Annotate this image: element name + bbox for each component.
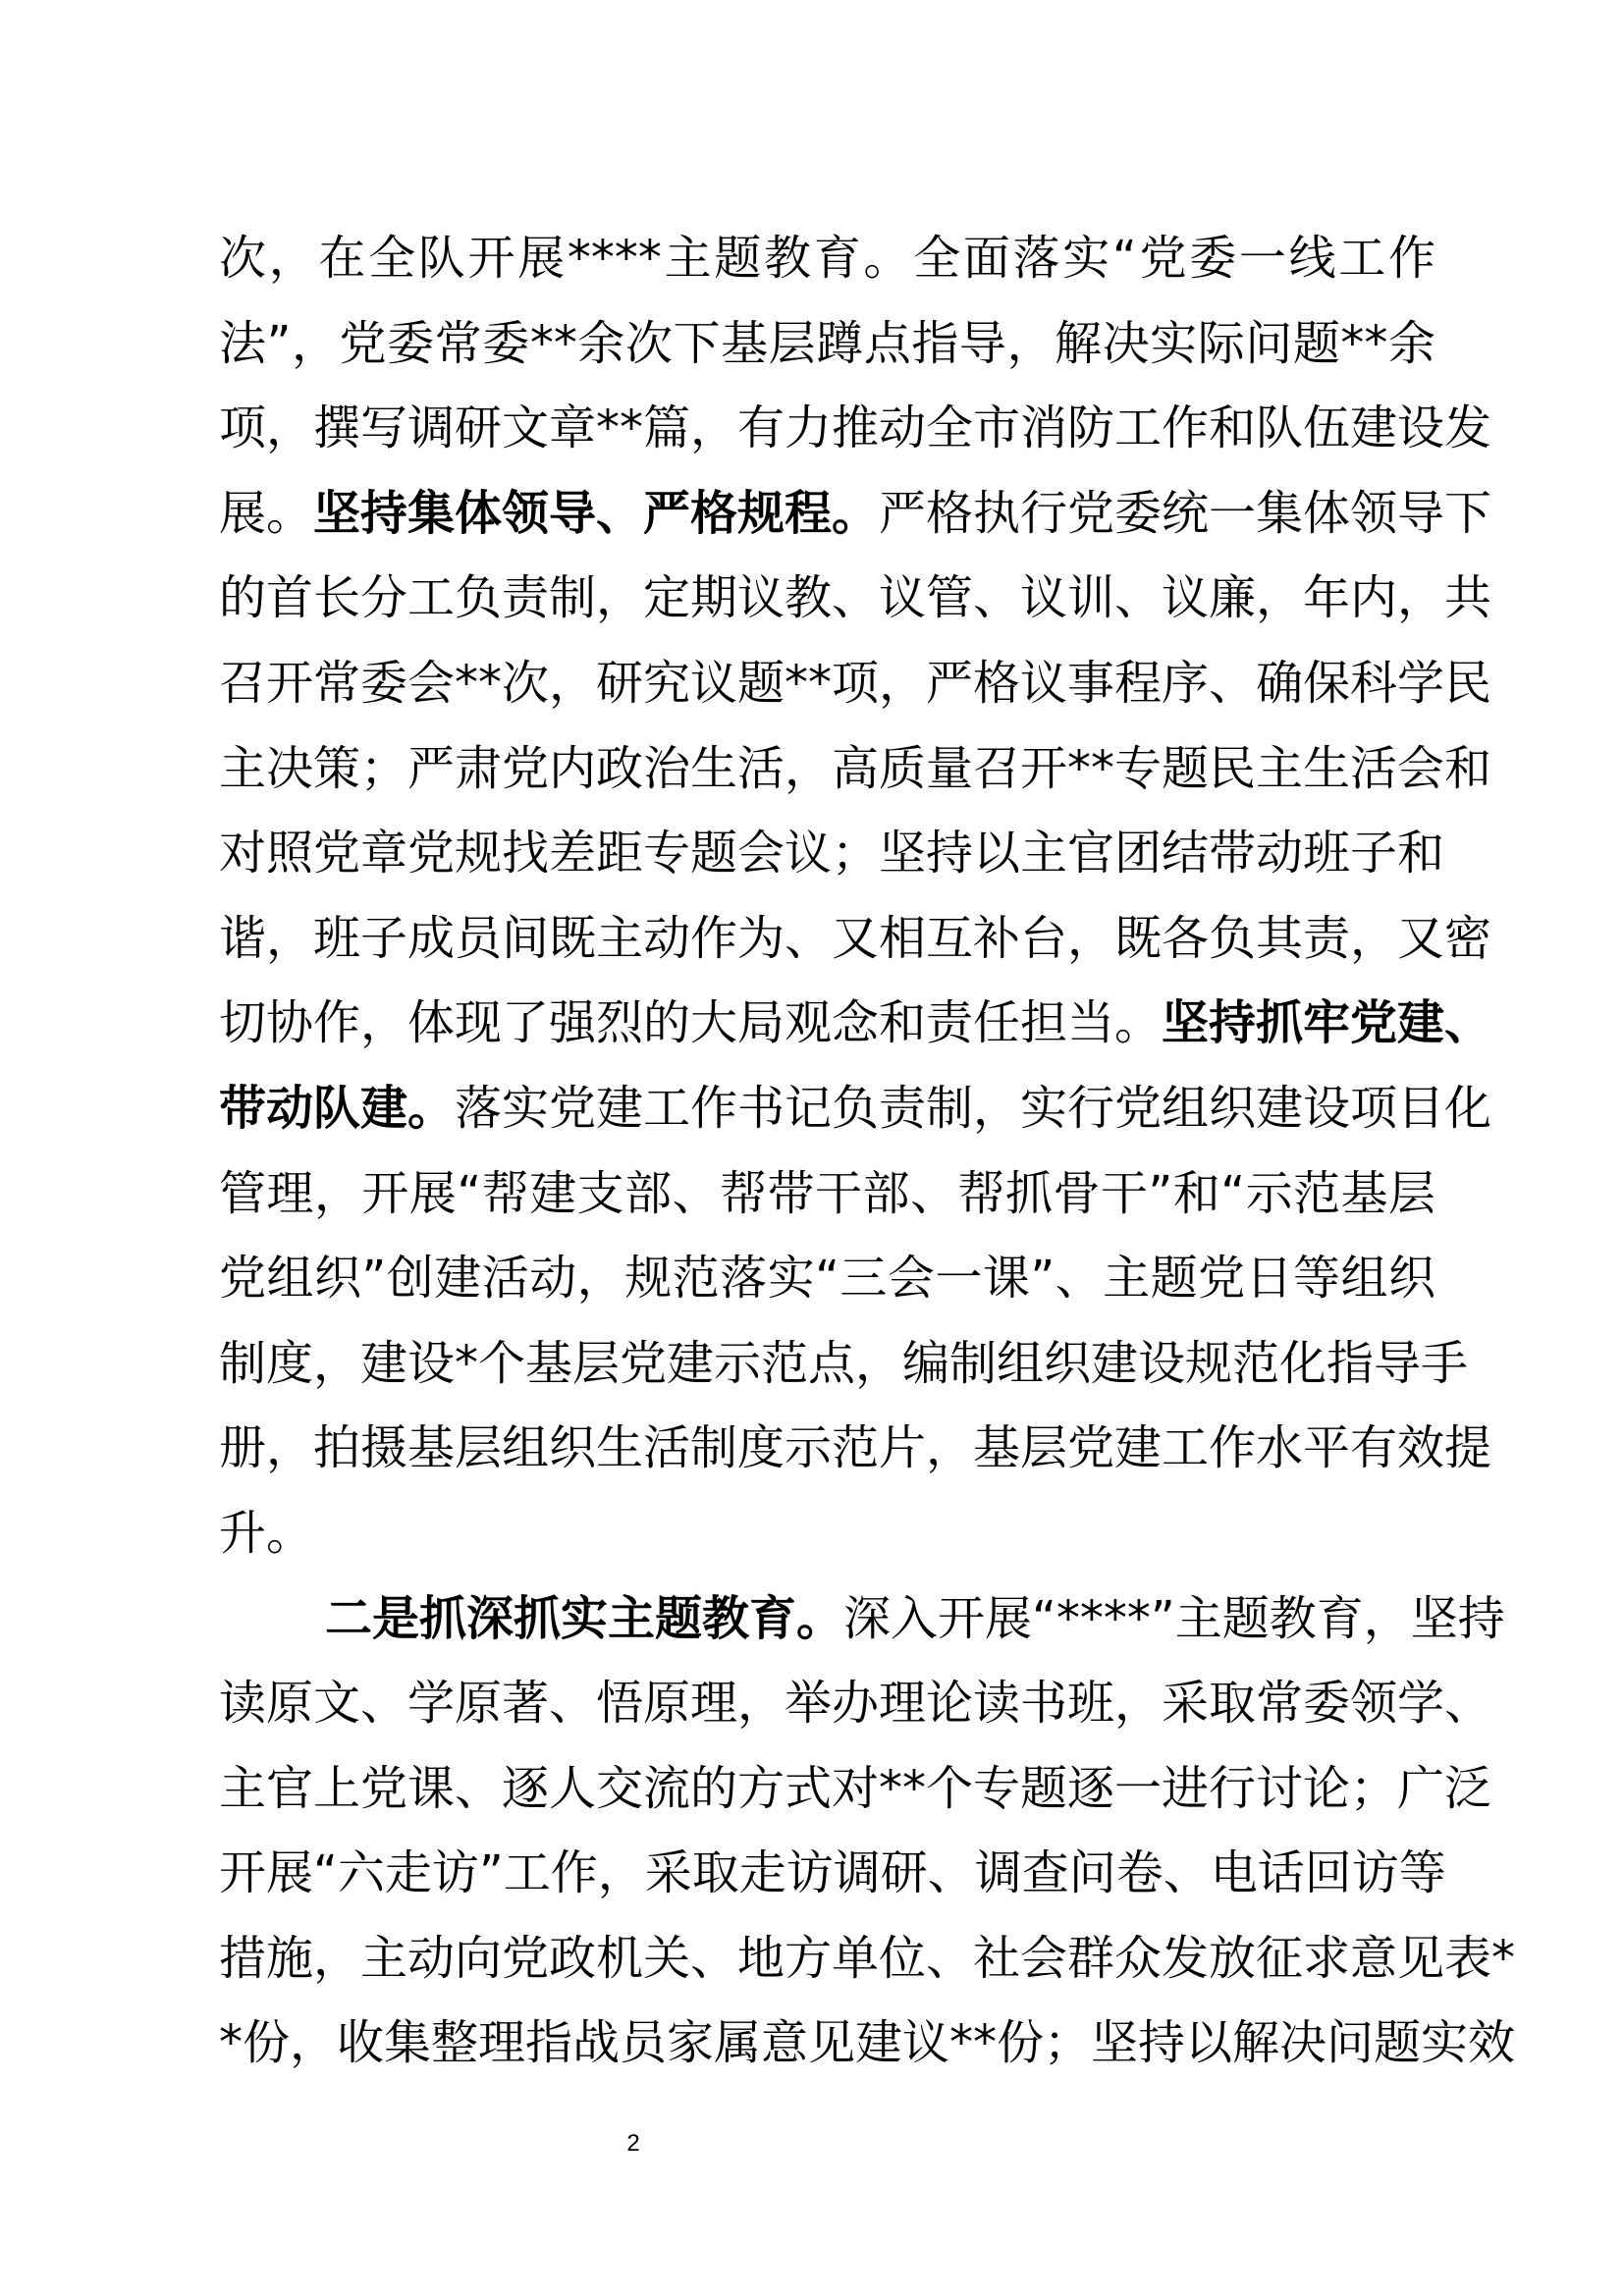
- text-line: [219, 1661, 1492, 1746]
- body-text: 切协作，体现了强烈的大局观念和责任担当。: [219, 995, 1163, 1051]
- body-text: 主官上党课、逐人交流的方式对**个专题逐一进行讨论；广泛: [219, 1760, 1492, 1816]
- body-text: *份，收集整理指战员家属意见建议**份；坚持以解决问题实效: [219, 2015, 1516, 2071]
- body-text: 深入开展“****”主题教育，坚持: [843, 1590, 1505, 1646]
- text-line: [219, 1491, 1435, 1576]
- bold-heading-text: 带动队建。: [219, 1080, 456, 1136]
- text-line: [219, 1746, 1492, 1832]
- bold-heading-text: 坚持集体领导、严格规程。: [313, 485, 880, 541]
- document-body: [219, 216, 1516, 2086]
- text-line: [219, 811, 1445, 896]
- body-text: 措施，主动向党政机关、地方单位、社会群众发放征求意见表*: [219, 1930, 1516, 1986]
- body-text: 谐，班子成员间既主动作为、又相互补台，既各负其责，又密: [219, 910, 1492, 966]
- text-line: [219, 386, 1492, 471]
- body-text: 严格执行党委统一集体领导下: [879, 485, 1492, 541]
- text-line: [219, 471, 1492, 557]
- body-text: 管理，开展“帮建支部、帮带干部、帮抓骨干”和“示范基层: [219, 1165, 1435, 1221]
- body-text: 党组织”创建活动，规范落实“三会一课”、主题党日等组织: [219, 1251, 1435, 1307]
- text-line: [219, 1576, 1505, 1662]
- text-line: [219, 1151, 1435, 1237]
- text-line: [219, 1831, 1446, 1916]
- text-line: [219, 2001, 1516, 2086]
- body-text: 读原文、学原著、悟原理，举办理论读书班，采取常委领学、: [219, 1676, 1492, 1732]
- text-line: [219, 641, 1492, 726]
- text-line: [219, 1916, 1516, 2002]
- body-text: 主决策；严肃党内政治生活，高质量召开**专题民主生活会和: [219, 740, 1492, 796]
- body-text: 册，拍摄基层组织生活制度示范片，基层党建工作水平有效提: [219, 1420, 1492, 1476]
- body-text: 制度，建设*个基层党建示范点，编制组织建设规范化指导手: [219, 1335, 1469, 1391]
- body-text: 升。: [219, 1505, 314, 1561]
- body-text: 对照党章党规找差距专题会议；坚持以主官团结带动班子和: [219, 826, 1445, 881]
- body-text: 次，在全队开展****主题教育。全面落实“党委一线工作: [219, 231, 1435, 286]
- text-line: [219, 1406, 1492, 1491]
- text-line: [219, 896, 1492, 982]
- body-text: 项，撰写调研文章**篇，有力推动全市消防工作和队伍建设发: [219, 400, 1492, 456]
- text-line: [219, 1236, 1435, 1321]
- bold-heading-text: 二是抓深抓实主题教育。: [325, 1590, 844, 1646]
- text-line: [219, 1321, 1469, 1407]
- body-text: 召开常委会**次，研究议题**项，严格议事程序、确保科学民: [219, 655, 1492, 711]
- page-number: 2: [626, 2130, 640, 2157]
- text-line: [219, 216, 1435, 301]
- bold-heading-text: 坚持抓牢党建、: [1162, 995, 1492, 1051]
- text-line: [219, 726, 1492, 812]
- body-text: 开展“六走访”工作，采取走访调研、调查问卷、电话回访等: [219, 1845, 1446, 1901]
- body-text: 的首长分工负责制，定期议教、议管、议训、议廉，年内，共: [219, 570, 1492, 626]
- text-line: [219, 981, 1492, 1066]
- body-text: 法”，党委常委**余次下基层蹲点指导，解决实际问题**余: [219, 315, 1435, 371]
- text-line: [219, 301, 1435, 387]
- body-text: 落实党建工作书记负责制，实行党组织建设项目化: [455, 1080, 1492, 1136]
- text-line: [219, 556, 1492, 641]
- body-text: 展。: [219, 485, 314, 541]
- text-line: [219, 1066, 1492, 1151]
